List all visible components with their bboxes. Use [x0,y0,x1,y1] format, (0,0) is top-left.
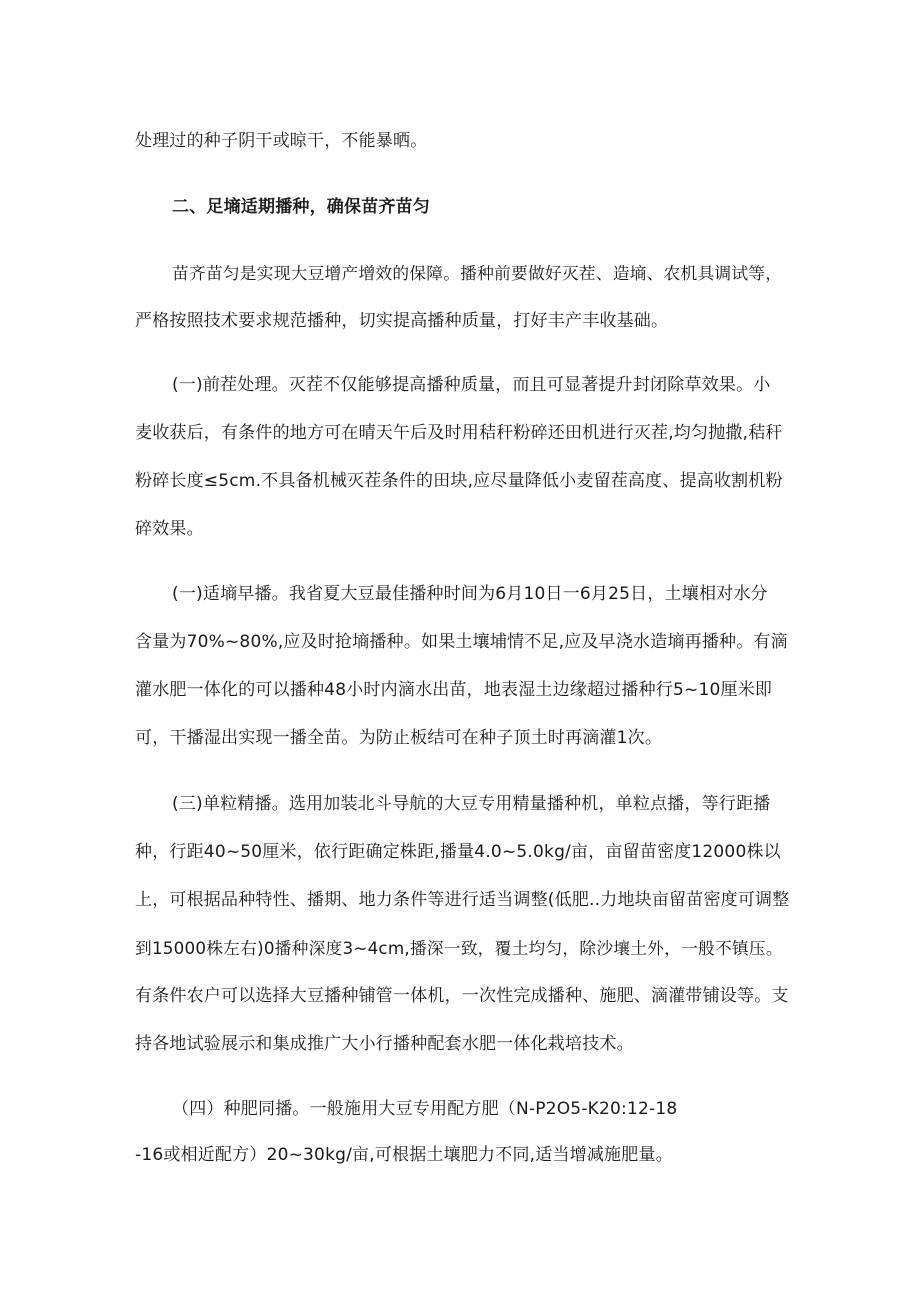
text-line: 有条件农户可以选择大豆播种铺管一体机，一次性完成播种、施肥、滴灌带铺设等。支 [135,986,789,1006]
text-line: -16或相近配方）20~30kg/亩,可根据土壤肥力不同,适当增减施肥量。 [135,1145,673,1165]
text-line: 碎效果。 [135,519,204,539]
section-heading: 二、足墒适期播种，确保苗齐苗匀 [172,197,430,217]
text-line: 种，行距40~50厘米，依行距确定株距,播量4.0~5.0kg/亩，亩留苗密度12000株以 [135,842,781,862]
text-line: 灌水肥一体化的可以播种48小时内滴水出苗，地表湿土边缘超过播种行5~10厘米即 [135,680,773,700]
text-line: 麦收获后，有条件的地方可在晴天午后及时用秸秆粉碎还田机进行灭茬,均匀抛撒,秸秆 [135,423,783,443]
text-line: 持各地试验展示和集成推广大小行播种配套水肥一体化栽培技术。 [135,1034,634,1054]
text-line: 上，可根据品种特性、播期、地力条件等进行适当调整(低肥..力地块亩留苗密度可调整 [135,890,790,910]
text-line: (三)单粒精播。选用加装北斗导航的大豆专用精量播种机，单粒点播，等行距播 [172,794,771,814]
text-line: (一)适墒早播。我省夏大豆最佳播种时间为6月10日一6月25日，土壤相对水分 [172,584,768,604]
text-line: 苗齐苗匀是实现大豆增产增效的保障。播种前要做好灭茬、造墒、农机具调试等， [172,263,783,283]
text-line: 可，干播湿出实现一播全苗。为防止板结可在种子顶土时再滴灌1次。 [135,728,663,748]
text-line: (一)前茬处理。灭茬不仅能够提高播种质量，而且可显著提升封闭除草效果。小 [172,375,771,395]
text-line: 处理过的种子阴干或晾干，不能暴晒。 [135,131,428,151]
text-line: 到15000株左右)0播种深度3~4cm,播深一致，覆土均匀，除沙壤土外，一般不镇压。 [135,938,783,958]
text-line: 粉碎长度≤5cm.不具备机械灭茬条件的田块,应尽量降低小麦留茬高度、提高收割机粉 [135,471,783,491]
text-line: （四）种肥同播。一般施用大豆专用配方肥（N-P2O5-K20:12-18 [172,1099,678,1119]
text-line: 严格按照技术要求规范播种，切实提高播种质量，打好丰产丰收基础。 [135,311,669,331]
text-line: 含量为70%~80%,应及时抢墒播种。如果土壤埔情不足,应及早浇水造墒再播种。有滴 [135,632,788,652]
